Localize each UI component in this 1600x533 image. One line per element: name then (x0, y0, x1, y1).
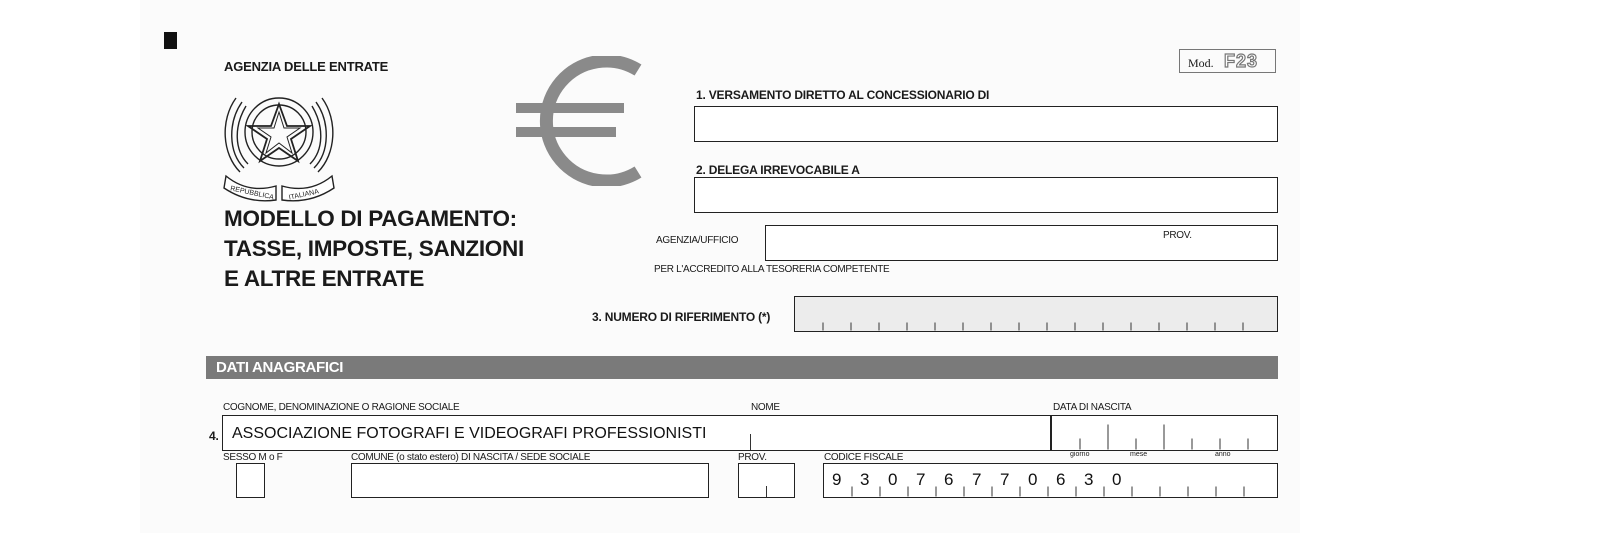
numero-riferimento-ticks (795, 297, 1276, 331)
cf-digit: 7 (972, 470, 982, 489)
registration-mark (164, 32, 177, 49)
cf-digit: 7 (1000, 470, 1010, 489)
model-code: F23 (1224, 51, 1259, 71)
nome-label: NOME (751, 402, 780, 413)
model-prefix: Mod. (1188, 56, 1214, 70)
cognome-label: COGNOME, DENOMINAZIONE O RAGIONE SOCIALE (223, 402, 460, 413)
dati-anagrafici-band (206, 356, 1278, 379)
numero-riferimento-field[interactable] (794, 296, 1278, 332)
cf-digit: 3 (860, 470, 870, 489)
form-title-line3: E ALTRE ENTRATE (224, 266, 425, 291)
prov-label: PROV. (738, 452, 767, 463)
nome-divider-tick (750, 434, 751, 450)
model-badge (1179, 49, 1276, 73)
data-nascita-field[interactable] (1051, 415, 1278, 451)
data-nascita-label: DATA DI NASCITA (1053, 402, 1132, 413)
cf-digit: 9 (832, 470, 842, 489)
cognome-value: ASSOCIAZIONE FOTOGRAFI E VIDEOGRAFI PROFESSIONISTI (232, 425, 707, 442)
cf-digit: 0 (888, 470, 898, 489)
emblem-ribbon-left-text: REPUBBLICA (229, 185, 275, 202)
concessionario-field[interactable] (694, 106, 1278, 142)
prov-field[interactable] (738, 463, 795, 498)
form-title-line2: TASSE, IMPOSTE, SANZIONI (224, 236, 524, 261)
section3-label: 3. NUMERO DI RIFERIMENTO (*) (592, 310, 771, 324)
section2-label: 2. DELEGA IRREVOCABILE A (696, 163, 860, 177)
comune-label: COMUNE (o stato estero) DI NASCITA / SEDE SOCIALE (351, 452, 591, 463)
row-number-4: 4. (209, 429, 219, 443)
accredito-note: PER L'ACCREDITO ALLA TESORERIA COMPETENTE (654, 264, 890, 275)
sesso-field[interactable] (236, 463, 265, 498)
agenzia-prov-label: PROV. (1163, 230, 1192, 241)
cf-digit: 7 (916, 470, 926, 489)
prov-tick (766, 486, 767, 497)
form-title-line1: MODELLO DI PAGAMENTO: (224, 206, 517, 231)
agency-name: AGENZIA DELLE ENTRATE (224, 59, 389, 74)
anno-label: anno (1215, 451, 1231, 458)
codice-fiscale-label: CODICE FISCALE (824, 452, 904, 463)
emblem-ribbon-right-text: ITALIANA (288, 188, 320, 202)
comune-field[interactable] (351, 463, 709, 498)
dati-anagrafici-title: DATI ANAGRAFICI (216, 359, 344, 376)
data-nascita-ticks (1052, 416, 1276, 450)
sesso-label: SESSO M o F (223, 452, 283, 463)
section1-label: 1. VERSAMENTO DIRETTO AL CONCESSIONARIO DI (696, 88, 990, 102)
mese-label: mese (1130, 451, 1148, 458)
euro-symbol-icon (510, 56, 650, 186)
repubblica-italiana-emblem-icon (218, 76, 340, 204)
delega-field[interactable] (694, 177, 1278, 213)
cf-digit: 0 (1028, 470, 1038, 489)
giorno-label: giorno (1070, 451, 1090, 458)
cf-digit: 6 (944, 470, 954, 489)
codice-fiscale-field[interactable] (823, 463, 1278, 498)
agenzia-ufficio-label: AGENZIA/UFFICIO (656, 235, 739, 246)
cognome-field[interactable] (222, 415, 1051, 451)
agenzia-ufficio-field[interactable] (765, 225, 1278, 261)
cf-digit: 3 (1084, 470, 1094, 489)
cf-digit: 6 (1056, 470, 1066, 489)
cf-digit: 0 (1112, 470, 1122, 489)
